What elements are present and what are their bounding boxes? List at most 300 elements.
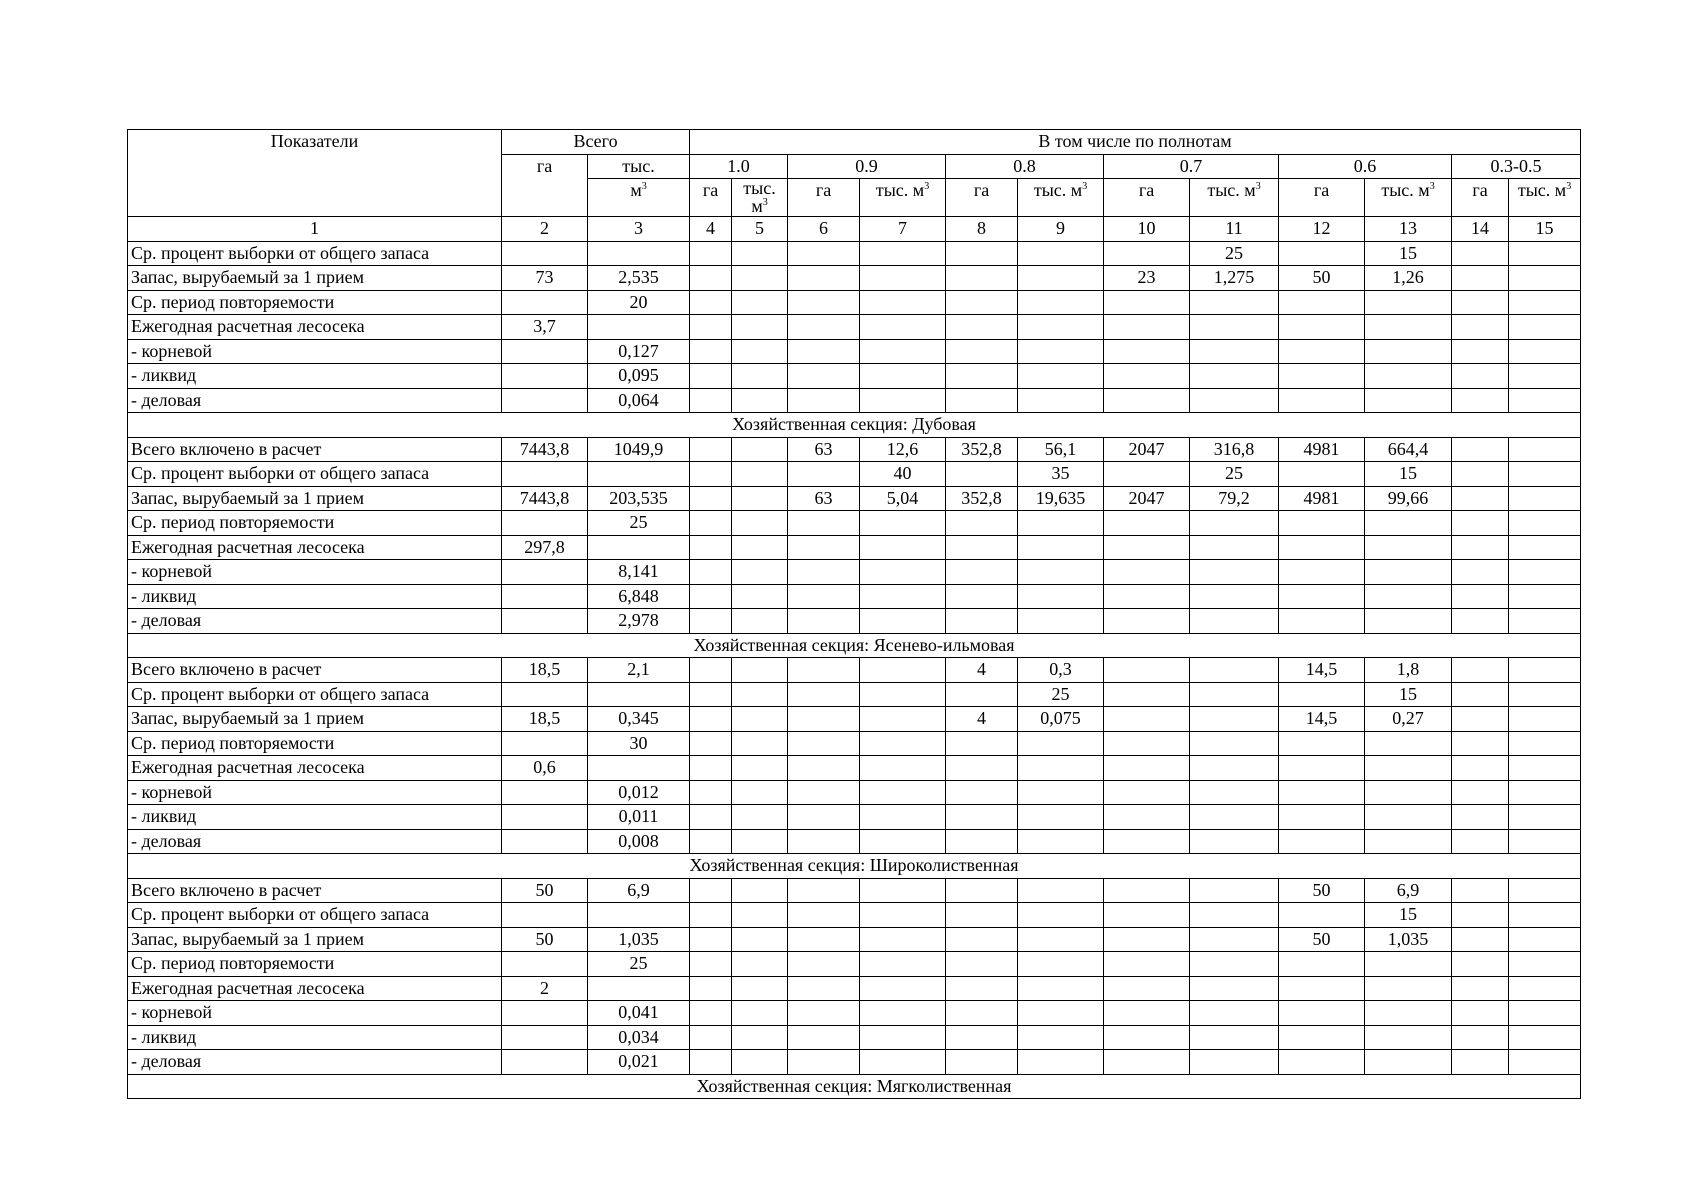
table-cell bbox=[690, 805, 732, 830]
table-cell bbox=[860, 682, 946, 707]
table-cell bbox=[502, 584, 588, 609]
table-cell bbox=[732, 1050, 788, 1075]
table-cell: 0,012 bbox=[588, 780, 690, 805]
table-cell bbox=[690, 976, 732, 1001]
table-cell: 50 bbox=[502, 927, 588, 952]
table-cell bbox=[690, 266, 732, 291]
table-cell bbox=[1279, 903, 1365, 928]
table-cell bbox=[1509, 780, 1581, 805]
table-cell bbox=[1452, 266, 1509, 291]
table-cell bbox=[1509, 266, 1581, 291]
table-cell bbox=[1509, 805, 1581, 830]
unit-ha: га bbox=[788, 179, 860, 217]
table-cell bbox=[732, 927, 788, 952]
table-cell bbox=[1452, 682, 1509, 707]
table-cell bbox=[788, 756, 860, 781]
table-cell bbox=[1190, 1050, 1279, 1075]
table-cell bbox=[1018, 927, 1104, 952]
table-row bbox=[128, 584, 1581, 609]
row-label: Ср. процент выборки от общего запаса bbox=[128, 241, 502, 266]
unit-ha: га bbox=[1452, 179, 1509, 217]
table-cell bbox=[1279, 609, 1365, 634]
table-cell bbox=[1452, 339, 1509, 364]
table-cell: 2,1 bbox=[588, 658, 690, 683]
table-cell bbox=[1104, 878, 1190, 903]
section-title: Хозяйственная секция: Ясенево-ильмовая bbox=[128, 633, 1581, 658]
table-row bbox=[128, 805, 1581, 830]
table-cell bbox=[860, 560, 946, 585]
table-cell bbox=[502, 731, 588, 756]
table-cell bbox=[860, 535, 946, 560]
table-cell bbox=[732, 829, 788, 854]
row-label: - ликвид bbox=[128, 805, 502, 830]
table-row bbox=[128, 1025, 1581, 1050]
table-cell bbox=[1190, 339, 1279, 364]
table-cell bbox=[1509, 486, 1581, 511]
table-cell: 14,5 bbox=[1279, 658, 1365, 683]
table-cell bbox=[1018, 1025, 1104, 1050]
table-cell: 30 bbox=[588, 731, 690, 756]
table-cell bbox=[946, 241, 1018, 266]
table-cell bbox=[1018, 756, 1104, 781]
table-cell bbox=[502, 364, 588, 389]
table-cell bbox=[732, 952, 788, 977]
table-cell bbox=[860, 584, 946, 609]
table-cell bbox=[860, 1050, 946, 1075]
table-cell bbox=[1452, 805, 1509, 830]
table-cell bbox=[732, 1001, 788, 1026]
row-label: Ср. процент выборки от общего запаса bbox=[128, 462, 502, 487]
table-cell bbox=[1279, 1025, 1365, 1050]
section-header-row bbox=[128, 854, 1581, 879]
column-number: 15 bbox=[1509, 217, 1581, 242]
table-cell bbox=[502, 952, 588, 977]
row-label: - деловая bbox=[128, 1050, 502, 1075]
table-cell bbox=[690, 1025, 732, 1050]
table-row bbox=[128, 486, 1581, 511]
table-cell bbox=[732, 315, 788, 340]
table-cell bbox=[1018, 290, 1104, 315]
table-cell: 1,26 bbox=[1365, 266, 1452, 291]
table-cell bbox=[690, 682, 732, 707]
table-cell bbox=[1365, 339, 1452, 364]
table-cell bbox=[588, 682, 690, 707]
table-cell bbox=[690, 290, 732, 315]
table-cell bbox=[1452, 976, 1509, 1001]
table-row bbox=[128, 682, 1581, 707]
table-cell bbox=[860, 290, 946, 315]
table-cell bbox=[788, 266, 860, 291]
table-cell bbox=[690, 388, 732, 413]
table-cell bbox=[1104, 315, 1190, 340]
column-number: 8 bbox=[946, 217, 1018, 242]
table-cell bbox=[1018, 266, 1104, 291]
table-cell bbox=[1452, 1001, 1509, 1026]
table-cell: 0,095 bbox=[588, 364, 690, 389]
table-cell: 2,978 bbox=[588, 609, 690, 634]
table-cell bbox=[732, 707, 788, 732]
table-cell bbox=[1104, 1025, 1190, 1050]
header-density-4: 0.7 bbox=[1104, 154, 1279, 179]
table-cell bbox=[1509, 952, 1581, 977]
table-cell bbox=[1452, 927, 1509, 952]
table-row bbox=[128, 927, 1581, 952]
table-cell bbox=[1509, 927, 1581, 952]
table-cell bbox=[860, 927, 946, 952]
table-cell bbox=[1190, 584, 1279, 609]
table-cell bbox=[788, 805, 860, 830]
table-cell bbox=[788, 976, 860, 1001]
header-density-3: 0.8 bbox=[946, 154, 1104, 179]
table-cell bbox=[1279, 388, 1365, 413]
table-cell bbox=[1365, 511, 1452, 536]
table-cell bbox=[946, 927, 1018, 952]
table-cell bbox=[1279, 756, 1365, 781]
column-number: 1 bbox=[128, 217, 502, 242]
table-cell bbox=[860, 903, 946, 928]
table-cell bbox=[1018, 339, 1104, 364]
table-cell bbox=[690, 731, 732, 756]
column-number: 13 bbox=[1365, 217, 1452, 242]
table-cell bbox=[690, 584, 732, 609]
table-cell: 25 bbox=[1190, 241, 1279, 266]
table-cell bbox=[860, 511, 946, 536]
unit-ha: га bbox=[690, 179, 732, 217]
table-cell bbox=[1452, 731, 1509, 756]
row-label: Запас, вырубаемый за 1 прием bbox=[128, 486, 502, 511]
table-cell: 25 bbox=[588, 952, 690, 977]
table-row bbox=[128, 511, 1581, 536]
table-cell bbox=[732, 511, 788, 536]
table-cell: 203,535 bbox=[588, 486, 690, 511]
table-cell bbox=[1365, 829, 1452, 854]
table-cell: 14,5 bbox=[1279, 707, 1365, 732]
unit-thous-m3: тыс. $м^3$ bbox=[732, 179, 788, 217]
table-cell bbox=[946, 756, 1018, 781]
table-cell bbox=[860, 756, 946, 781]
table-cell bbox=[788, 731, 860, 756]
table-cell: 1,275 bbox=[1190, 266, 1279, 291]
table-cell bbox=[1509, 364, 1581, 389]
table-row bbox=[128, 756, 1581, 781]
table-cell bbox=[860, 241, 946, 266]
table-cell: 0,6 bbox=[502, 756, 588, 781]
table-cell bbox=[1104, 707, 1190, 732]
table-cell bbox=[732, 658, 788, 683]
column-number: 14 bbox=[1452, 217, 1509, 242]
table-cell: 297,8 bbox=[502, 535, 588, 560]
table-cell bbox=[690, 707, 732, 732]
table-row bbox=[128, 437, 1581, 462]
column-number: 3 bbox=[588, 217, 690, 242]
table-cell bbox=[1190, 976, 1279, 1001]
table-cell bbox=[1104, 952, 1190, 977]
table-cell bbox=[788, 241, 860, 266]
table-cell bbox=[1279, 315, 1365, 340]
table-cell bbox=[1018, 903, 1104, 928]
table-cell bbox=[502, 560, 588, 585]
table-cell bbox=[1365, 780, 1452, 805]
table-cell bbox=[1104, 1001, 1190, 1026]
table-cell bbox=[946, 829, 1018, 854]
table-cell bbox=[732, 486, 788, 511]
table-cell bbox=[946, 805, 1018, 830]
header-indicators: Показатели bbox=[128, 130, 502, 217]
table-cell bbox=[1452, 903, 1509, 928]
table-cell bbox=[690, 560, 732, 585]
table-cell bbox=[1365, 976, 1452, 1001]
table-cell: 15 bbox=[1365, 241, 1452, 266]
table-cell bbox=[732, 388, 788, 413]
table-cell bbox=[1279, 731, 1365, 756]
table-cell bbox=[1190, 707, 1279, 732]
table-cell: 4 bbox=[946, 707, 1018, 732]
table-cell bbox=[1452, 241, 1509, 266]
table-cell bbox=[502, 339, 588, 364]
section-header-row bbox=[128, 413, 1581, 438]
table-cell bbox=[1104, 462, 1190, 487]
table-cell bbox=[788, 780, 860, 805]
column-number: 5 bbox=[732, 217, 788, 242]
table-cell bbox=[1452, 658, 1509, 683]
table-cell bbox=[1104, 658, 1190, 683]
table-cell: 40 bbox=[860, 462, 946, 487]
table-cell bbox=[1365, 584, 1452, 609]
table-cell bbox=[860, 780, 946, 805]
table-cell bbox=[946, 290, 1018, 315]
table-row bbox=[128, 241, 1581, 266]
table-cell bbox=[1104, 805, 1190, 830]
table-cell: 0,034 bbox=[588, 1025, 690, 1050]
table-cell: 0,041 bbox=[588, 1001, 690, 1026]
table-cell bbox=[1452, 1050, 1509, 1075]
row-label: - ликвид bbox=[128, 584, 502, 609]
table-cell bbox=[946, 878, 1018, 903]
table-row bbox=[128, 339, 1581, 364]
table-cell bbox=[788, 388, 860, 413]
table-cell: 1,8 bbox=[1365, 658, 1452, 683]
column-number: 12 bbox=[1279, 217, 1365, 242]
table-cell bbox=[1279, 805, 1365, 830]
table-cell bbox=[1509, 682, 1581, 707]
table-cell bbox=[860, 805, 946, 830]
table-cell bbox=[1104, 388, 1190, 413]
table-cell bbox=[946, 952, 1018, 977]
table-cell: 0,021 bbox=[588, 1050, 690, 1075]
table-cell bbox=[1104, 241, 1190, 266]
table-cell bbox=[1190, 535, 1279, 560]
table-cell: 50 bbox=[502, 878, 588, 903]
table-cell bbox=[1452, 952, 1509, 977]
table-cell bbox=[1018, 535, 1104, 560]
table-cell bbox=[1104, 756, 1190, 781]
table-cell bbox=[946, 266, 1018, 291]
table-cell bbox=[732, 535, 788, 560]
table-cell bbox=[946, 462, 1018, 487]
unit-thous-m3: тыс. $м^3$ bbox=[1190, 179, 1279, 217]
table-cell bbox=[1509, 878, 1581, 903]
table-cell bbox=[1509, 437, 1581, 462]
table-cell: 3,7 bbox=[502, 315, 588, 340]
table-cell: 0,008 bbox=[588, 829, 690, 854]
table-cell bbox=[732, 364, 788, 389]
table-cell bbox=[1018, 976, 1104, 1001]
table-cell bbox=[1190, 756, 1279, 781]
table-cell bbox=[732, 780, 788, 805]
table-cell bbox=[1365, 805, 1452, 830]
table-cell: 0,345 bbox=[588, 707, 690, 732]
table-cell bbox=[1190, 511, 1279, 536]
table-cell bbox=[1018, 584, 1104, 609]
row-label: Запас, вырубаемый за 1 прием bbox=[128, 707, 502, 732]
table-cell bbox=[732, 241, 788, 266]
table-cell: 664,4 bbox=[1365, 437, 1452, 462]
table-cell bbox=[946, 315, 1018, 340]
column-number: 4 bbox=[690, 217, 732, 242]
header-row-1 bbox=[128, 130, 1581, 155]
table-cell bbox=[1279, 339, 1365, 364]
table-cell bbox=[1018, 731, 1104, 756]
table-cell bbox=[588, 241, 690, 266]
table-cell bbox=[788, 707, 860, 732]
table-cell: 352,8 bbox=[946, 486, 1018, 511]
table-cell bbox=[1018, 878, 1104, 903]
table-cell bbox=[1509, 609, 1581, 634]
table-cell bbox=[1190, 731, 1279, 756]
table-cell bbox=[690, 952, 732, 977]
table-cell bbox=[788, 290, 860, 315]
table-cell bbox=[788, 1001, 860, 1026]
table-cell bbox=[788, 584, 860, 609]
table-cell bbox=[1279, 535, 1365, 560]
table-cell bbox=[1018, 609, 1104, 634]
table-cell: 352,8 bbox=[946, 437, 1018, 462]
table-cell bbox=[690, 241, 732, 266]
table-cell: 8,141 bbox=[588, 560, 690, 585]
table-cell bbox=[1452, 707, 1509, 732]
table-row bbox=[128, 780, 1581, 805]
table-cell bbox=[788, 878, 860, 903]
table-cell bbox=[1279, 976, 1365, 1001]
table-cell bbox=[946, 976, 1018, 1001]
table-cell bbox=[1279, 1001, 1365, 1026]
table-cell bbox=[1279, 829, 1365, 854]
table-row bbox=[128, 535, 1581, 560]
table-cell: 2047 bbox=[1104, 486, 1190, 511]
table-cell bbox=[1190, 658, 1279, 683]
cutting-area-table bbox=[127, 129, 1581, 1099]
table-cell bbox=[1104, 584, 1190, 609]
table-cell bbox=[690, 315, 732, 340]
row-label: Ср. период повторяемости bbox=[128, 290, 502, 315]
header-incl-by-density: В том числе по полнотам bbox=[690, 130, 1581, 155]
table-cell: 7443,8 bbox=[502, 437, 588, 462]
table-cell bbox=[690, 339, 732, 364]
table-cell: 4 bbox=[946, 658, 1018, 683]
table-cell bbox=[1279, 560, 1365, 585]
table-cell: 0,011 bbox=[588, 805, 690, 830]
table-cell bbox=[1509, 560, 1581, 585]
table-cell bbox=[860, 364, 946, 389]
table-cell bbox=[1509, 241, 1581, 266]
table-cell bbox=[1104, 903, 1190, 928]
table-cell bbox=[1365, 952, 1452, 977]
table-cell bbox=[788, 682, 860, 707]
table-cell: 15 bbox=[1365, 682, 1452, 707]
table-cell bbox=[690, 437, 732, 462]
table-cell bbox=[946, 511, 1018, 536]
section-header-row bbox=[128, 1074, 1581, 1099]
header-total: Всего bbox=[502, 130, 690, 155]
table-cell bbox=[1452, 511, 1509, 536]
table-cell bbox=[1190, 290, 1279, 315]
unit-thous-m3: тыс. $м^3$ bbox=[860, 179, 946, 217]
column-number: 11 bbox=[1190, 217, 1279, 242]
table-cell bbox=[1104, 1050, 1190, 1075]
table-cell bbox=[1509, 388, 1581, 413]
table-cell bbox=[502, 780, 588, 805]
unit-thous-m3: тыс. $м^3$ bbox=[1365, 179, 1452, 217]
table-cell bbox=[946, 560, 1018, 585]
table-cell bbox=[1279, 780, 1365, 805]
table-cell bbox=[1509, 584, 1581, 609]
table-cell bbox=[1190, 780, 1279, 805]
table-cell bbox=[788, 658, 860, 683]
table-cell: 18,5 bbox=[502, 658, 588, 683]
table-cell bbox=[732, 560, 788, 585]
table-cell bbox=[502, 829, 588, 854]
row-label: Ежегодная расчетная лесосека bbox=[128, 315, 502, 340]
table-cell bbox=[946, 780, 1018, 805]
table-cell: 18,5 bbox=[502, 707, 588, 732]
header-density-2: 0.9 bbox=[788, 154, 946, 179]
table-cell bbox=[732, 339, 788, 364]
table-cell bbox=[690, 658, 732, 683]
column-number: 7 bbox=[860, 217, 946, 242]
table-cell bbox=[860, 609, 946, 634]
table-row bbox=[128, 560, 1581, 585]
table-cell bbox=[860, 707, 946, 732]
table-cell bbox=[1104, 682, 1190, 707]
row-label: Ср. период повторяемости bbox=[128, 731, 502, 756]
table-cell bbox=[1190, 952, 1279, 977]
table-cell: 73 bbox=[502, 266, 588, 291]
table-cell bbox=[788, 560, 860, 585]
table-cell bbox=[1104, 927, 1190, 952]
table-cell bbox=[860, 339, 946, 364]
table-cell bbox=[1509, 903, 1581, 928]
table-cell: 19,635 bbox=[1018, 486, 1104, 511]
table-cell bbox=[502, 1025, 588, 1050]
table-cell bbox=[1509, 315, 1581, 340]
table-cell bbox=[732, 437, 788, 462]
table-cell bbox=[1509, 1001, 1581, 1026]
table-row bbox=[128, 609, 1581, 634]
table-cell bbox=[690, 535, 732, 560]
table-cell bbox=[588, 903, 690, 928]
table-cell: 50 bbox=[1279, 878, 1365, 903]
table-cell bbox=[1365, 1050, 1452, 1075]
column-number: 10 bbox=[1104, 217, 1190, 242]
table-cell bbox=[788, 609, 860, 634]
table-cell bbox=[1279, 682, 1365, 707]
table-cell bbox=[732, 1025, 788, 1050]
row-label: - деловая bbox=[128, 609, 502, 634]
table-cell bbox=[690, 1001, 732, 1026]
unit-ha: га bbox=[946, 179, 1018, 217]
table-cell bbox=[946, 1001, 1018, 1026]
table-cell bbox=[732, 805, 788, 830]
